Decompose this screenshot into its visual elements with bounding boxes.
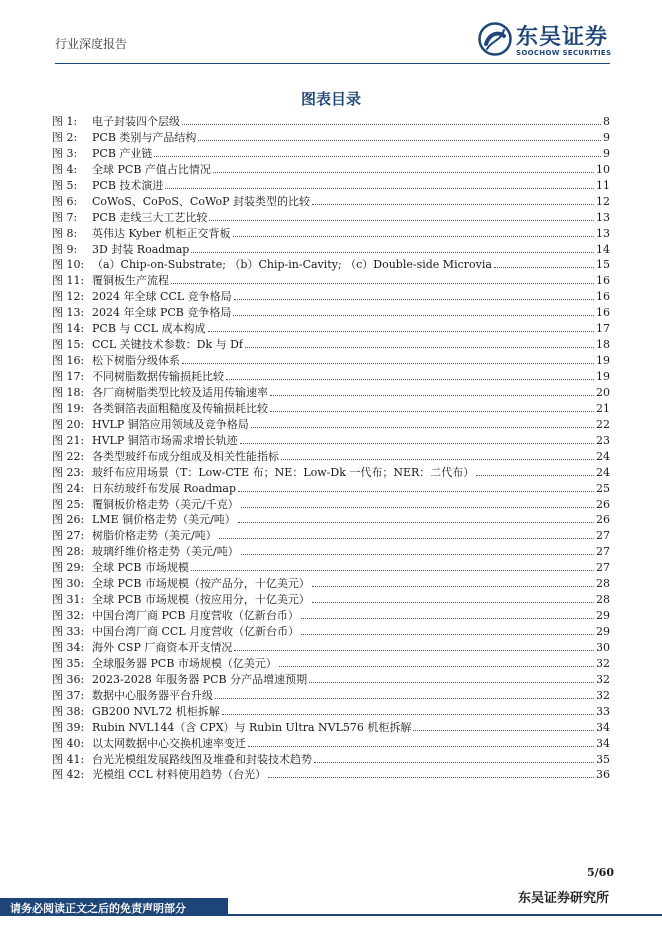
toc-entry-title: 全球 PCB 市场规模 <box>92 561 189 575</box>
toc-dot-leader <box>171 282 594 284</box>
toc-entry-title: PCB 类别与产品结构 <box>92 130 197 144</box>
toc-dot-leader <box>314 761 594 763</box>
toc-entry[interactable] <box>52 162 610 178</box>
toc-entry-page: 34 <box>596 720 610 734</box>
toc-entry-label: 图 38: <box>52 704 85 718</box>
toc-entry-page: 36 <box>596 768 610 782</box>
toc-entry-title: 覆铜板生产流程 <box>92 274 169 288</box>
toc-entry[interactable] <box>52 305 610 321</box>
toc-entry[interactable] <box>52 226 610 242</box>
toc-dot-leader <box>270 410 594 412</box>
toc-dot-leader <box>209 219 594 221</box>
toc-entry-page: 26 <box>596 513 610 527</box>
toc-entry-page: 24 <box>596 449 610 463</box>
toc-entry-title: 数据中心服务器平台升级 <box>92 688 213 702</box>
toc-entry[interactable] <box>52 210 610 226</box>
toc-entry-label: 图 22: <box>52 449 85 463</box>
toc-entry-page: 10 <box>596 162 610 176</box>
toc-entry-page: 35 <box>596 752 610 766</box>
toc-entry-label: 图 39: <box>52 720 85 734</box>
toc-dot-leader <box>233 314 594 316</box>
toc-dot-leader <box>268 776 594 778</box>
toc-dot-leader <box>251 426 594 428</box>
toc-entry-title: 日东纺玻纤布发展 Roadmap <box>92 481 237 495</box>
toc-entry-label: 图 37: <box>52 688 85 702</box>
toc-dot-leader <box>191 251 594 253</box>
toc-entry-title: 全球 PCB 产值占比情况 <box>92 162 211 176</box>
toc-entry-title: Rubin NVL144（含 CPX）与 Rubin Ultra NVL576 机柜拆解 <box>92 720 412 734</box>
toc-dot-leader <box>234 298 594 300</box>
toc-entry-label: 图 11: <box>52 274 85 288</box>
toc-dot-leader <box>222 713 594 715</box>
toc-entry[interactable] <box>52 736 610 752</box>
toc-entry-page: 25 <box>596 481 610 495</box>
toc-entry[interactable] <box>52 512 610 528</box>
toc-entry-label: 图 35: <box>52 656 85 670</box>
toc-entry-title: 玻纤布应用场景（T：Low-CTE 布；NE：Low-Dk 一代布；NER：二代布） <box>92 465 475 479</box>
toc-entry[interactable] <box>52 289 610 305</box>
toc-dot-leader <box>312 601 594 603</box>
toc-entry-page: 32 <box>596 688 610 702</box>
toc-entry-label: 图 16: <box>52 354 85 368</box>
toc-entry-page: 9 <box>603 146 610 160</box>
toc-entry-label: 图 14: <box>52 322 85 336</box>
toc-entry[interactable] <box>52 576 610 592</box>
toc-entry-title: 2024 年全球 PCB 竞争格局 <box>92 306 232 320</box>
toc-entry-label: 图 17: <box>52 370 85 383</box>
toc-entry-title: 海外 CSP 厂商资本开支情况 <box>92 640 233 654</box>
toc-entry-label: 图 1: <box>52 115 78 128</box>
toc-entry-label: 图 24: <box>52 481 85 495</box>
toc-entry-title: 各类型玻纤布成分组成及相关性能指标 <box>92 449 279 463</box>
toc-entry[interactable] <box>52 353 610 369</box>
toc-entry[interactable] <box>52 257 610 273</box>
toc-entry-page: 22 <box>596 417 610 431</box>
toc-entry-label: 图 6: <box>52 194 78 208</box>
figure-table-of-contents <box>52 114 610 783</box>
toc-entry-page: 9 <box>603 130 610 144</box>
toc-entry[interactable] <box>52 592 610 608</box>
toc-entry-page: 17 <box>596 322 610 336</box>
toc-entry[interactable] <box>52 401 610 417</box>
toc-dot-leader <box>182 362 594 364</box>
toc-entry-title: 台光光模组发展路线图及堆叠和封装技术趋势 <box>92 752 312 766</box>
toc-dot-leader <box>240 442 594 444</box>
toc-dot-leader <box>213 171 594 173</box>
toc-entry-label: 图 28: <box>52 545 85 559</box>
toc-entry[interactable] <box>52 465 610 481</box>
toc-entry-page: 12 <box>596 194 610 208</box>
toc-entry-label: 图 42: <box>52 768 85 782</box>
toc-entry-label: 图 31: <box>52 593 85 607</box>
toc-entry-label: 图 18: <box>52 385 85 399</box>
toc-entry-title: 中国台湾厂商 PCB 月度营收（亿新台币） <box>92 609 299 623</box>
toc-entry[interactable] <box>52 417 610 433</box>
toc-entry-title: 树脂价格走势（美元/吨） <box>92 529 217 543</box>
toc-dot-leader <box>165 187 594 189</box>
toc-entry-title: 英伟达 Kyber 机柜正交背板 <box>92 226 231 240</box>
toc-entry-label: 图 32: <box>52 609 85 623</box>
toc-dot-leader <box>234 649 594 651</box>
toc-entry[interactable] <box>52 656 610 672</box>
toc-entry-page: 27 <box>596 545 610 559</box>
toc-entry-title: 全球服务器 PCB 市场规模（亿美元） <box>92 656 277 670</box>
logo-chinese-name: 东吴证券 <box>516 25 609 50</box>
toc-dot-leader <box>494 266 594 268</box>
toc-entry[interactable] <box>52 688 610 704</box>
toc-entry-label: 图 3: <box>52 146 78 160</box>
toc-entry[interactable] <box>52 640 610 656</box>
toc-entry-title: 全球 PCB 市场规模（按应用分，十亿美元） <box>92 593 310 607</box>
toc-entry-title: HVLP 铜箔应用领域及竞争格局 <box>92 417 249 431</box>
toc-entry-page: 19 <box>596 354 610 368</box>
toc-entry[interactable] <box>52 273 610 289</box>
toc-entry-title: 电子封装四个层级 <box>92 115 180 128</box>
toc-dot-leader <box>301 617 594 619</box>
toc-entry-page: 21 <box>596 401 610 415</box>
toc-dot-leader <box>208 330 594 332</box>
toc-entry-page: 18 <box>596 338 610 352</box>
toc-entry-label: 图 23: <box>52 465 85 479</box>
research-institute-name: 东吴证券研究所 <box>517 891 609 906</box>
toc-entry-label: 图 19: <box>52 401 85 415</box>
toc-entry[interactable] <box>52 624 610 640</box>
toc-entry-page: 28 <box>596 593 610 607</box>
toc-dot-leader <box>248 745 594 747</box>
toc-dot-leader <box>241 553 594 555</box>
toc-entry[interactable] <box>52 242 610 258</box>
toc-entry[interactable] <box>52 146 610 162</box>
toc-entry-label: 图 2: <box>52 130 78 144</box>
toc-entry-page: 29 <box>596 625 610 638</box>
toc-entry-title: （a）Chip-on-Substrate; （b）Chip-in-Cavity; （c）Double-side Microvia <box>92 258 492 272</box>
toc-entry-title: CoWoS、CoPoS、CoWoP 封装类型的比较 <box>92 194 311 208</box>
toc-entry-title: 全球 PCB 市场规模（按产品分，十亿美元） <box>92 577 310 591</box>
toc-dot-leader <box>309 681 594 683</box>
page-title: 图表目录 <box>300 90 361 108</box>
toc-entry-label: 图 27: <box>52 529 85 543</box>
toc-entry-page: 27 <box>596 529 610 543</box>
toc-dot-leader <box>219 537 594 539</box>
toc-entry[interactable] <box>52 720 610 736</box>
toc-entry-label: 图 12: <box>52 290 85 304</box>
toc-entry-title: 各类铜箔表面粗糙度及传输损耗比较 <box>92 401 268 415</box>
toc-entry-title: 各厂商树脂类型比较及适用传输速率 <box>92 385 268 399</box>
toc-entry-title: PCB 与 CCL 成本构成 <box>92 322 206 336</box>
toc-entry-label: 图 4: <box>52 162 78 176</box>
toc-entry-title: 中国台湾厂商 CCL 月度营收（亿新台币） <box>92 625 300 638</box>
logo-mark-icon <box>478 22 512 56</box>
toc-entry[interactable] <box>52 130 610 146</box>
toc-entry-page: 20 <box>596 385 610 399</box>
toc-entry-page: 32 <box>596 672 610 686</box>
toc-entry-label: 图 36: <box>52 672 85 686</box>
toc-entry-title: 以太网数据中心交换机速率变迁 <box>92 736 246 750</box>
toc-entry-label: 图 5: <box>52 178 78 192</box>
disclaimer-notice: 请务必阅读正文之后的免责声明部分 <box>10 902 186 915</box>
toc-entry-page: 24 <box>596 465 610 479</box>
toc-entry[interactable] <box>52 385 610 401</box>
toc-dot-leader <box>312 203 594 205</box>
toc-dot-leader <box>198 139 601 141</box>
toc-entry[interactable] <box>52 767 610 783</box>
toc-dot-leader <box>279 665 594 667</box>
toc-entry-title: 光模组 CCL 材料使用趋势（台光） <box>92 768 267 782</box>
toc-entry-label: 图 30: <box>52 577 85 591</box>
toc-entry[interactable] <box>52 672 610 688</box>
toc-dot-leader <box>238 521 594 523</box>
toc-entry-label: 图 10: <box>52 258 85 272</box>
toc-dot-leader <box>281 458 594 460</box>
toc-entry[interactable] <box>52 369 610 385</box>
toc-dot-leader <box>241 506 594 508</box>
report-type-label: 行业深度报告 <box>55 37 128 51</box>
toc-entry-label: 图 21: <box>52 433 85 447</box>
toc-entry[interactable] <box>52 114 610 130</box>
toc-dot-leader <box>191 569 594 571</box>
toc-entry-label: 图 40: <box>52 736 85 750</box>
toc-dot-leader <box>245 346 594 348</box>
toc-dot-leader <box>312 585 594 587</box>
toc-entry-page: 30 <box>596 640 610 654</box>
toc-entry-page: 27 <box>596 561 610 575</box>
toc-entry-title: PCB 走线三大工艺比较 <box>92 210 208 224</box>
toc-entry-page: 28 <box>596 577 610 591</box>
toc-entry[interactable] <box>52 752 610 768</box>
toc-dot-leader <box>238 490 594 492</box>
toc-entry[interactable] <box>52 178 610 194</box>
toc-entry-page: 34 <box>596 736 610 750</box>
logo-english-name: SOOCHOW SECURITIES <box>516 49 612 57</box>
toc-entry-page: 15 <box>596 258 610 272</box>
toc-entry-title: 3D 封装 Roadmap <box>92 242 190 256</box>
toc-entry-label: 图 7: <box>52 210 78 224</box>
toc-entry-page: 29 <box>596 609 610 623</box>
toc-entry-page: 14 <box>596 242 610 256</box>
toc-entry[interactable] <box>52 544 610 560</box>
toc-entry-label: 图 29: <box>52 561 85 575</box>
toc-entry-title: PCB 技术演进 <box>92 178 164 192</box>
toc-entry[interactable] <box>52 528 610 544</box>
toc-entry-label: 图 41: <box>52 752 85 766</box>
toc-entry-page: 16 <box>596 306 610 320</box>
header-divider <box>55 63 610 64</box>
toc-entry-page: 19 <box>596 370 610 383</box>
toc-entry[interactable] <box>52 433 610 449</box>
toc-dot-leader <box>182 123 601 125</box>
toc-entry-title: 松下树脂分级体系 <box>92 354 180 368</box>
toc-entry-page: 8 <box>603 115 610 128</box>
toc-entry-page: 11 <box>596 178 610 192</box>
company-logo <box>478 20 628 60</box>
toc-entry-label: 图 15: <box>52 338 85 352</box>
toc-entry[interactable] <box>52 497 610 513</box>
toc-entry-label: 图 13: <box>52 306 85 320</box>
page-number: 5/60 <box>587 866 614 879</box>
toc-entry-title: CCL 关键技术参数：Dk 与 Df <box>92 338 244 352</box>
toc-dot-leader <box>215 697 594 699</box>
toc-entry-label: 图 25: <box>52 497 85 511</box>
footer-divider <box>228 914 662 916</box>
toc-entry-label: 图 20: <box>52 417 85 431</box>
toc-entry-page: 26 <box>596 497 610 511</box>
toc-entry[interactable] <box>52 321 610 337</box>
toc-entry-label: 图 8: <box>52 226 78 240</box>
toc-entry-page: 32 <box>596 656 610 670</box>
toc-entry-page: 13 <box>596 226 610 240</box>
toc-dot-leader <box>154 155 601 157</box>
toc-entry-page: 16 <box>596 274 610 288</box>
toc-entry-title: PCB 产业链 <box>92 146 153 160</box>
toc-entry-page: 13 <box>596 210 610 224</box>
toc-dot-leader <box>233 235 594 237</box>
toc-dot-leader <box>226 378 594 380</box>
toc-entry-title: 2023-2028 年服务器 PCB 分产品增速预期 <box>92 672 308 686</box>
toc-entry[interactable] <box>52 560 610 576</box>
toc-entry-page: 23 <box>596 433 610 447</box>
toc-entry-label: 图 26: <box>52 513 85 527</box>
toc-entry[interactable] <box>52 449 610 465</box>
toc-entry-page: 16 <box>596 290 610 304</box>
toc-entry[interactable] <box>52 481 610 497</box>
toc-dot-leader <box>413 729 594 731</box>
toc-entry-label: 图 9: <box>52 242 78 256</box>
toc-entry[interactable] <box>52 194 610 210</box>
toc-entry-title: 玻璃纤维价格走势（美元/吨） <box>92 545 239 559</box>
toc-entry-page: 33 <box>596 704 610 718</box>
toc-entry[interactable] <box>52 704 610 720</box>
toc-dot-leader <box>301 633 594 635</box>
toc-dot-leader <box>476 474 594 476</box>
toc-entry-title: LME 铜价格走势（美元/吨） <box>92 513 236 527</box>
toc-entry-title: GB200 NVL72 机柜拆解 <box>92 704 220 718</box>
toc-dot-leader <box>270 394 594 396</box>
toc-entry-title: HVLP 铜箔市场需求增长轨迹 <box>92 433 238 447</box>
toc-entry-label: 图 34: <box>52 640 85 654</box>
toc-entry[interactable] <box>52 608 610 624</box>
toc-entry-title: 覆铜板价格走势（美元/千克） <box>92 497 239 511</box>
toc-entry-title: 2024 年全球 CCL 竞争格局 <box>92 290 232 304</box>
toc-entry-label: 图 33: <box>52 625 85 638</box>
toc-entry[interactable] <box>52 337 610 353</box>
toc-entry-title: 不同树脂数据传输损耗比较 <box>92 370 224 383</box>
